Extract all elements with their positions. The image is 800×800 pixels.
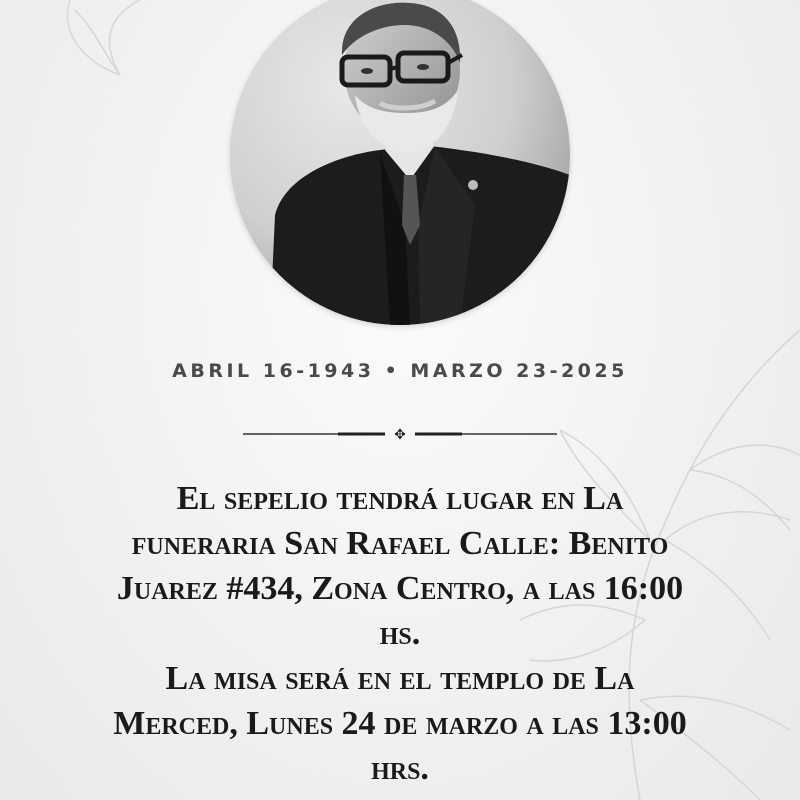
divider-ornament-icon: ✥ bbox=[394, 427, 406, 443]
message-line: La misa será en el templo de La bbox=[165, 660, 635, 697]
life-dates: ABRIL 16-1943 • MARZO 23-2025 bbox=[172, 360, 628, 382]
funeral-message bbox=[30, 476, 770, 791]
portrait-photo bbox=[230, 0, 570, 325]
ornament-divider bbox=[243, 425, 557, 443]
message-line: Merced, Lunes 24 de marzo a las 13:00 bbox=[113, 705, 687, 742]
message-line: hrs. bbox=[371, 750, 429, 787]
message-line: funeraria San Rafael Calle: Benito bbox=[131, 525, 669, 562]
message-line: El sepelio tendrá lugar en La bbox=[176, 480, 624, 517]
message-line: Juarez #434, Zona Centro, a las 16:00 bbox=[116, 570, 684, 607]
message-line: hs. bbox=[379, 615, 421, 652]
